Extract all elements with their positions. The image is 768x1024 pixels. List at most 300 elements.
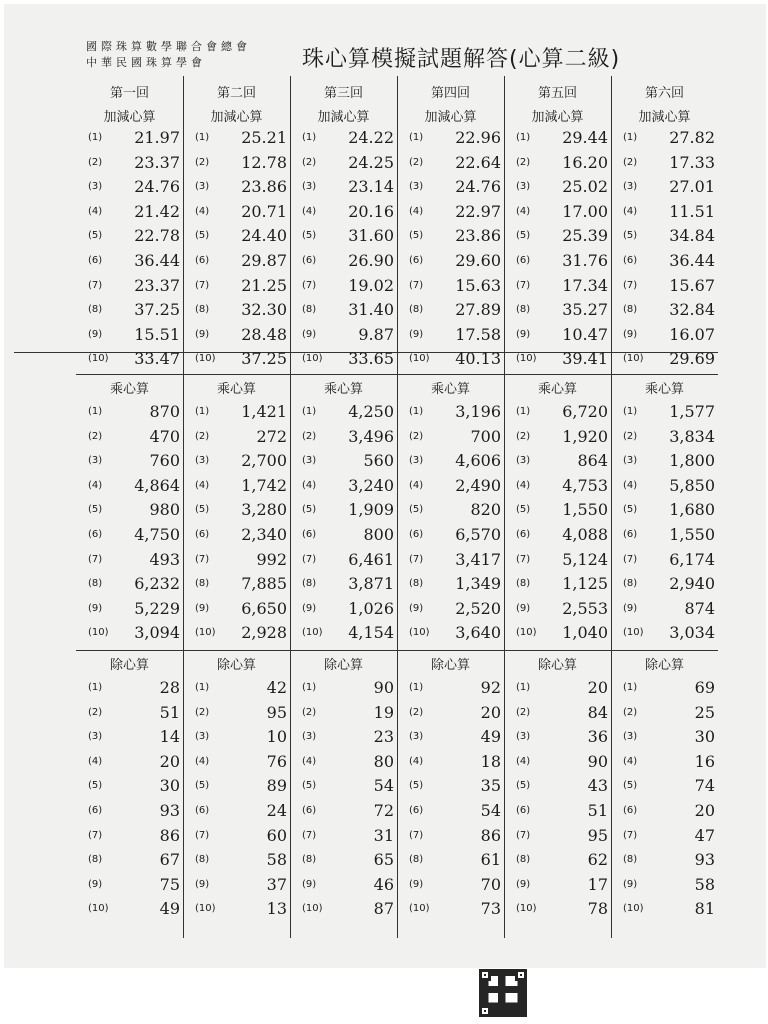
question-number: (6) xyxy=(302,255,317,266)
answer-value: 37.25 xyxy=(134,300,180,320)
answer-row xyxy=(611,523,715,547)
answer-row xyxy=(504,897,608,921)
question-number: (3) xyxy=(623,731,638,743)
answer-row xyxy=(183,523,287,547)
answer-row xyxy=(611,449,715,473)
question-number: (2) xyxy=(623,156,638,168)
question-number: (10) xyxy=(302,903,323,915)
answer-row xyxy=(397,621,501,645)
round-title: 第二回 xyxy=(216,86,256,101)
round-title: 第六回 xyxy=(644,86,684,101)
answer-value: 31 xyxy=(373,825,394,845)
answer-value: 493 xyxy=(149,549,180,569)
answer-value: 61 xyxy=(480,850,501,870)
answer-row xyxy=(611,347,715,371)
answer-value: 4,250 xyxy=(348,402,394,421)
answer-value: 69 xyxy=(694,678,715,697)
answer-row xyxy=(397,224,501,248)
answer-value: 84 xyxy=(587,702,608,722)
answer-row xyxy=(504,347,608,371)
answer-value: 37.25 xyxy=(241,349,287,369)
answer-value: 2,490 xyxy=(455,475,501,495)
answer-value: 6,461 xyxy=(348,549,394,569)
answer-value: 870 xyxy=(149,402,180,421)
question-number: (2) xyxy=(88,156,103,168)
answer-row xyxy=(397,824,501,848)
answer-value: 22.96 xyxy=(455,128,501,147)
answer-value: 12.78 xyxy=(241,152,287,172)
answer-value: 2,553 xyxy=(562,598,608,618)
qr-finder-icon xyxy=(479,969,491,981)
answer-value: 1,550 xyxy=(562,500,608,520)
section-title: 乘心算 xyxy=(537,382,577,397)
question-number: (5) xyxy=(623,230,638,242)
answer-row xyxy=(504,274,608,298)
answer-row xyxy=(290,274,394,298)
answer-value: 72 xyxy=(373,801,394,820)
answer-value: 93 xyxy=(159,801,180,820)
question-number: (8) xyxy=(409,578,424,590)
question-number: (10) xyxy=(88,627,109,639)
question-number: (3) xyxy=(516,731,531,743)
question-number: (1) xyxy=(88,406,103,417)
answer-row xyxy=(611,400,715,424)
answer-row xyxy=(397,572,501,596)
organization-line-2: 中華民國珠算學會 xyxy=(86,56,206,69)
answer-value: 70 xyxy=(480,874,501,894)
question-number: (10) xyxy=(623,627,644,639)
answer-row xyxy=(504,701,608,725)
answer-row xyxy=(290,449,394,473)
answer-row xyxy=(397,548,501,572)
answer-row xyxy=(76,824,180,848)
answer-row xyxy=(290,224,394,248)
question-number: (7) xyxy=(88,553,103,565)
question-number: (1) xyxy=(516,132,531,143)
answer-row xyxy=(397,848,501,872)
section-title: 乘心算 xyxy=(216,382,256,397)
question-number: (9) xyxy=(88,878,103,890)
question-number: (7) xyxy=(195,553,210,565)
answer-value: 3,834 xyxy=(669,426,715,446)
answer-value: 3,034 xyxy=(669,623,715,643)
question-number: (5) xyxy=(88,230,103,242)
answer-value: 30 xyxy=(159,776,180,796)
answer-row xyxy=(183,750,287,774)
answer-row xyxy=(611,498,715,522)
answer-row xyxy=(76,151,180,175)
question-number: (2) xyxy=(302,156,317,168)
answer-value: 76 xyxy=(266,751,287,771)
section-title: 加減心算 xyxy=(210,110,263,125)
answer-value: 15.51 xyxy=(134,324,180,344)
question-number: (4) xyxy=(516,755,531,767)
answer-row xyxy=(504,824,608,848)
question-number: (4) xyxy=(516,479,531,491)
answer-row xyxy=(183,725,287,749)
section-title: 加減心算 xyxy=(424,110,477,125)
answer-value: 29.60 xyxy=(455,251,501,270)
question-number: (6) xyxy=(409,805,424,816)
answer-value: 23.86 xyxy=(455,226,501,246)
question-number: (7) xyxy=(409,553,424,565)
question-number: (8) xyxy=(302,854,317,866)
answer-row xyxy=(611,799,715,823)
question-number: (6) xyxy=(623,255,638,266)
answer-row xyxy=(611,572,715,596)
answer-row xyxy=(611,897,715,921)
answer-row xyxy=(504,200,608,224)
answer-row xyxy=(504,774,608,798)
answer-row xyxy=(76,572,180,596)
answer-value: 33.47 xyxy=(134,349,180,369)
question-number: (7) xyxy=(623,279,638,291)
answer-value: 1,349 xyxy=(455,574,501,594)
answer-row xyxy=(183,676,287,700)
question-number: (4) xyxy=(195,755,210,767)
answer-value: 15.63 xyxy=(455,275,501,295)
answer-row xyxy=(504,621,608,645)
answer-value: 24.76 xyxy=(134,177,180,197)
answer-row xyxy=(611,175,715,199)
answer-value: 37 xyxy=(266,874,287,894)
answer-row xyxy=(76,400,180,424)
qr-finder-icon xyxy=(515,969,527,981)
answer-row xyxy=(290,750,394,774)
answer-value: 2,928 xyxy=(241,623,287,643)
question-number: (5) xyxy=(302,780,317,792)
answer-value: 24.25 xyxy=(348,152,394,172)
answer-value: 17.34 xyxy=(562,275,608,295)
answer-row xyxy=(397,400,501,424)
answer-value: 9.87 xyxy=(358,324,394,344)
answer-value: 78 xyxy=(587,899,608,919)
qr-finder-icon xyxy=(479,1005,491,1017)
answer-value: 51 xyxy=(159,702,180,722)
answer-row xyxy=(290,548,394,572)
section-title: 除心算 xyxy=(537,658,577,673)
question-number: (2) xyxy=(516,706,531,718)
round-column xyxy=(397,76,504,938)
question-number: (2) xyxy=(302,706,317,718)
answer-value: 3,094 xyxy=(134,623,180,643)
question-number: (9) xyxy=(195,602,210,614)
question-number: (8) xyxy=(302,578,317,590)
sheet-header xyxy=(4,4,766,76)
answer-row xyxy=(397,126,501,150)
answer-value: 4,750 xyxy=(134,525,180,544)
answer-value: 272 xyxy=(256,426,287,446)
question-number: (5) xyxy=(88,780,103,792)
answer-value: 92 xyxy=(480,678,501,697)
answer-value: 87 xyxy=(373,899,394,919)
answer-row xyxy=(397,498,501,522)
answer-value: 6,650 xyxy=(241,598,287,618)
question-number: (4) xyxy=(302,205,317,217)
answer-value: 23.86 xyxy=(241,177,287,197)
answer-value: 5,124 xyxy=(562,549,608,569)
answer-row xyxy=(397,873,501,897)
answer-value: 17.33 xyxy=(669,152,715,172)
answer-row xyxy=(611,474,715,498)
answer-value: 86 xyxy=(159,825,180,845)
question-number: (9) xyxy=(302,328,317,340)
answer-row xyxy=(611,621,715,645)
question-number: (8) xyxy=(88,578,103,590)
question-number: (5) xyxy=(195,780,210,792)
question-number: (1) xyxy=(623,406,638,417)
question-number: (2) xyxy=(195,430,210,442)
answer-row xyxy=(611,597,715,621)
answer-value: 1,742 xyxy=(241,475,287,495)
answer-value: 31.76 xyxy=(562,251,608,270)
question-number: (4) xyxy=(409,479,424,491)
answer-row xyxy=(611,224,715,248)
answer-row xyxy=(611,323,715,347)
answer-row xyxy=(76,298,180,322)
answer-value: 86 xyxy=(480,825,501,845)
answer-row xyxy=(76,701,180,725)
answer-row xyxy=(76,498,180,522)
answer-value: 760 xyxy=(149,451,180,471)
answer-row xyxy=(504,572,608,596)
answer-value: 23 xyxy=(373,727,394,747)
answer-value: 20.16 xyxy=(348,201,394,221)
answer-value: 820 xyxy=(470,500,501,520)
answer-value: 4,864 xyxy=(134,475,180,495)
answer-row xyxy=(76,799,180,823)
question-number: (7) xyxy=(195,279,210,291)
answer-row xyxy=(183,572,287,596)
answer-value: 74 xyxy=(694,776,715,796)
answer-value: 6,570 xyxy=(455,525,501,544)
answer-row xyxy=(397,750,501,774)
answer-value: 3,417 xyxy=(455,549,501,569)
question-number: (3) xyxy=(516,455,531,467)
answer-row xyxy=(397,676,501,700)
answer-row xyxy=(290,873,394,897)
section-title: 除心算 xyxy=(216,658,256,673)
question-number: (1) xyxy=(623,132,638,143)
answer-value: 6,232 xyxy=(134,574,180,594)
answer-value: 22.78 xyxy=(134,226,180,246)
answer-row xyxy=(290,298,394,322)
question-number: (6) xyxy=(623,529,638,540)
answer-value: 23.37 xyxy=(134,152,180,172)
answer-value: 16.20 xyxy=(562,152,608,172)
answer-row xyxy=(183,126,287,150)
answer-row xyxy=(76,597,180,621)
answer-row xyxy=(290,799,394,823)
question-number: (3) xyxy=(623,455,638,467)
answer-row xyxy=(183,200,287,224)
answer-value: 89 xyxy=(266,776,287,796)
answer-row xyxy=(397,725,501,749)
answer-row xyxy=(504,474,608,498)
question-number: (5) xyxy=(302,504,317,516)
answer-row xyxy=(290,676,394,700)
question-number: (3) xyxy=(195,181,210,193)
answer-row xyxy=(397,449,501,473)
question-number: (6) xyxy=(623,805,638,816)
answer-value: 1,550 xyxy=(669,525,715,544)
answer-value: 31.40 xyxy=(348,300,394,320)
answer-value: 13 xyxy=(266,899,287,919)
answer-row xyxy=(183,425,287,449)
answer-row xyxy=(504,126,608,150)
answer-row xyxy=(76,621,180,645)
answer-value: 2,700 xyxy=(241,451,287,471)
answer-row xyxy=(76,200,180,224)
question-number: (4) xyxy=(195,479,210,491)
answer-value: 1,920 xyxy=(562,426,608,446)
answer-value: 27.01 xyxy=(669,177,715,197)
question-number: (6) xyxy=(409,255,424,266)
answer-value: 67 xyxy=(159,850,180,870)
question-number: (5) xyxy=(516,504,531,516)
question-number: (7) xyxy=(409,829,424,841)
question-number: (7) xyxy=(302,279,317,291)
answer-value: 3,240 xyxy=(348,475,394,495)
section-title: 除心算 xyxy=(323,658,363,673)
answer-value: 18 xyxy=(480,751,501,771)
question-number: (3) xyxy=(409,181,424,193)
question-number: (6) xyxy=(88,805,103,816)
question-number: (7) xyxy=(302,553,317,565)
answer-value: 81 xyxy=(694,899,715,919)
question-number: (4) xyxy=(195,205,210,217)
question-number: (9) xyxy=(88,602,103,614)
answer-row xyxy=(397,774,501,798)
answer-row xyxy=(611,824,715,848)
answer-row xyxy=(290,175,394,199)
answer-value: 874 xyxy=(684,598,715,618)
answer-value: 30 xyxy=(694,727,715,747)
question-number: (6) xyxy=(195,255,210,266)
question-number: (2) xyxy=(195,706,210,718)
question-number: (3) xyxy=(516,181,531,193)
answer-row xyxy=(611,725,715,749)
question-number: (3) xyxy=(195,455,210,467)
question-number: (4) xyxy=(88,479,103,491)
question-number: (9) xyxy=(195,878,210,890)
answer-value: 27.82 xyxy=(669,128,715,147)
answer-value: 36.44 xyxy=(134,251,180,270)
answer-row xyxy=(397,151,501,175)
answer-value: 80 xyxy=(373,751,394,771)
question-number: (6) xyxy=(516,529,531,540)
section-title: 乘心算 xyxy=(644,382,684,397)
answer-value: 11.51 xyxy=(669,201,715,221)
answer-value: 5,850 xyxy=(669,475,715,495)
question-number: (5) xyxy=(623,780,638,792)
answer-value: 7,885 xyxy=(241,574,287,594)
answer-row xyxy=(397,323,501,347)
answer-value: 35.27 xyxy=(562,300,608,320)
question-number: (9) xyxy=(516,602,531,614)
answer-row xyxy=(76,774,180,798)
answer-row xyxy=(504,298,608,322)
question-number: (7) xyxy=(516,279,531,291)
answer-value: 4,154 xyxy=(348,623,394,643)
answer-value: 992 xyxy=(256,549,287,569)
answer-row xyxy=(183,224,287,248)
answer-row xyxy=(76,848,180,872)
question-number: (1) xyxy=(302,406,317,417)
answer-row xyxy=(183,474,287,498)
answer-value: 1,909 xyxy=(348,500,394,520)
question-number: (8) xyxy=(409,854,424,866)
answer-row xyxy=(76,725,180,749)
answer-value: 29.44 xyxy=(562,128,608,147)
answer-value: 6,174 xyxy=(669,549,715,569)
answer-row xyxy=(290,701,394,725)
answer-value: 93 xyxy=(694,850,715,870)
answer-sheet xyxy=(4,4,766,968)
question-number: (6) xyxy=(195,805,210,816)
answer-row xyxy=(76,676,180,700)
answer-value: 65 xyxy=(373,850,394,870)
answer-value: 36 xyxy=(587,727,608,747)
answer-row xyxy=(290,126,394,150)
section-title: 除心算 xyxy=(109,658,149,673)
answer-row xyxy=(76,897,180,921)
question-number: (8) xyxy=(623,854,638,866)
answer-row xyxy=(611,701,715,725)
answer-row xyxy=(611,274,715,298)
question-number: (4) xyxy=(623,755,638,767)
round-column xyxy=(76,76,183,938)
answer-row xyxy=(504,873,608,897)
answer-row xyxy=(611,848,715,872)
answer-value: 29.69 xyxy=(669,349,715,369)
question-number: (3) xyxy=(409,455,424,467)
answer-row xyxy=(76,474,180,498)
answer-value: 34.84 xyxy=(669,226,715,246)
answer-value: 470 xyxy=(149,426,180,446)
answer-row xyxy=(183,347,287,371)
round-column xyxy=(504,76,611,938)
answer-row xyxy=(397,897,501,921)
answer-row xyxy=(183,873,287,897)
question-number: (10) xyxy=(409,903,430,915)
answer-value: 28.48 xyxy=(241,324,287,344)
answer-value: 1,040 xyxy=(562,623,608,643)
sheet-title: 珠心算模擬試題解答(心算二級) xyxy=(302,47,621,72)
answer-value: 17.00 xyxy=(562,201,608,221)
answer-value: 1,421 xyxy=(241,402,287,421)
answer-row xyxy=(504,498,608,522)
answer-value: 62 xyxy=(587,850,608,870)
answer-row xyxy=(504,224,608,248)
question-number: (3) xyxy=(88,731,103,743)
question-number: (10) xyxy=(302,627,323,639)
answer-row xyxy=(76,347,180,371)
answer-value: 23.14 xyxy=(348,177,394,197)
question-number: (8) xyxy=(409,304,424,316)
question-number: (4) xyxy=(623,205,638,217)
answer-row xyxy=(397,249,501,273)
answer-row xyxy=(504,400,608,424)
question-number: (3) xyxy=(409,731,424,743)
round-title: 第四回 xyxy=(430,86,470,101)
answer-value: 20 xyxy=(480,702,501,722)
question-number: (2) xyxy=(516,430,531,442)
answer-grid xyxy=(76,76,718,938)
question-number: (1) xyxy=(409,132,424,143)
question-number: (10) xyxy=(88,903,109,915)
answer-row xyxy=(183,498,287,522)
